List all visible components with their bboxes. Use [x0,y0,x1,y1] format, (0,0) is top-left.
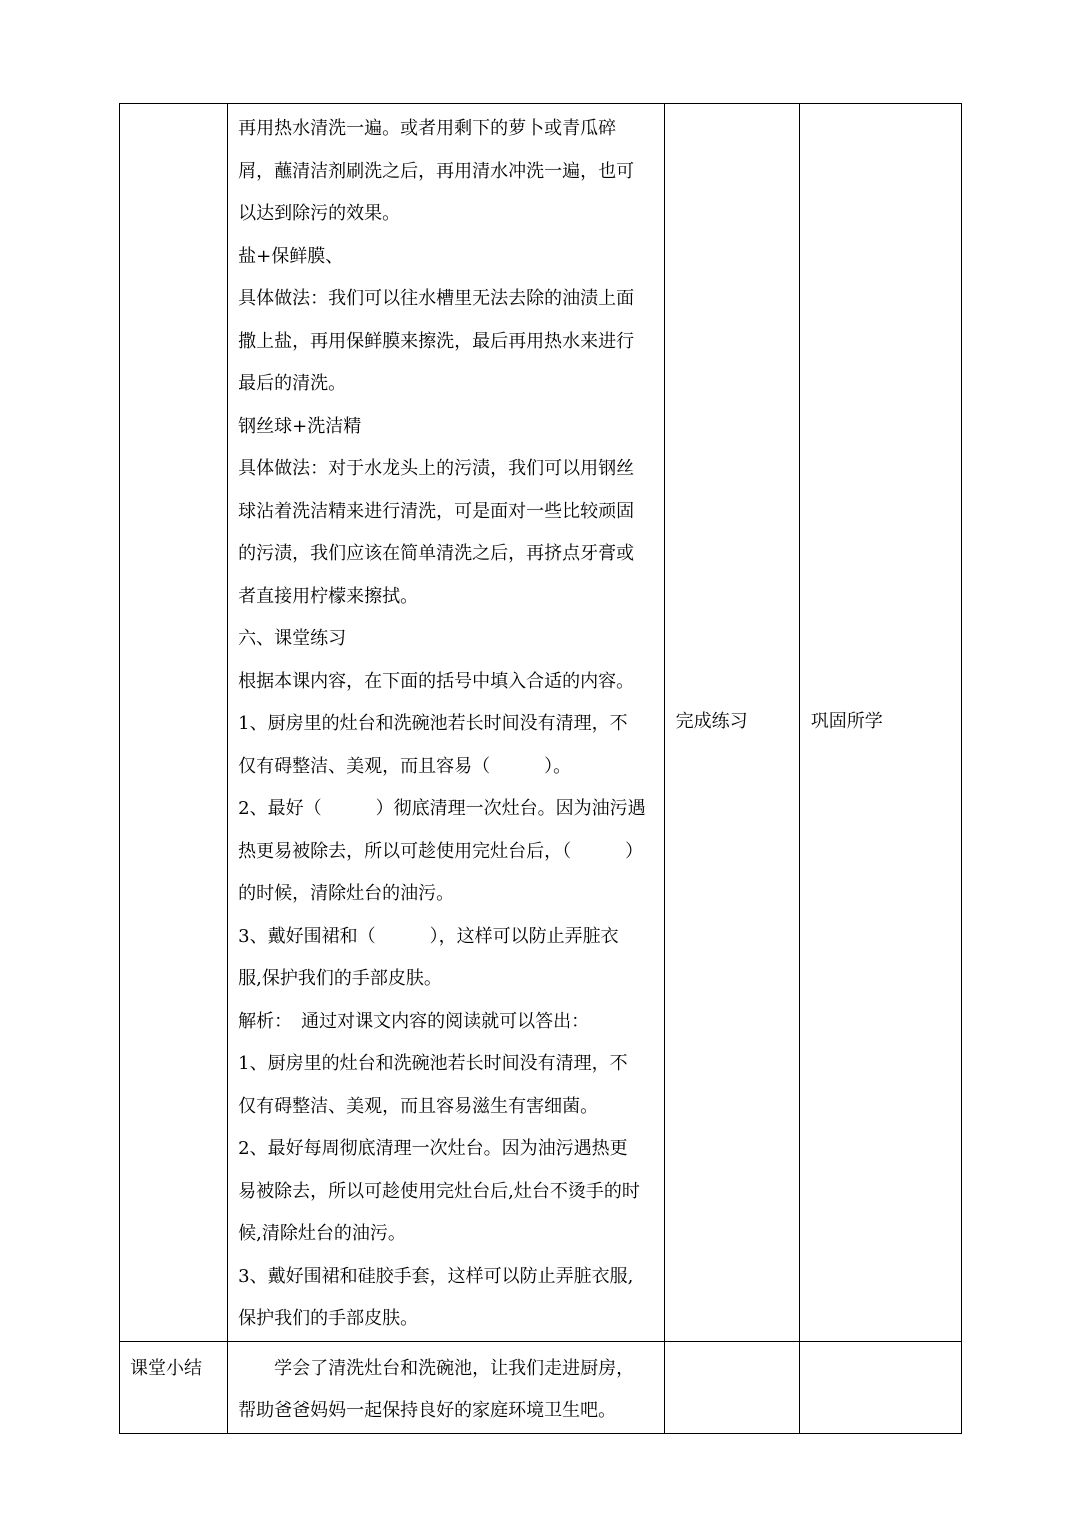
content-line: 具体做法：我们可以往水槽里无法去除的油渍上面 [238,288,635,309]
content-line: 盐+保鲜膜、 [238,245,344,267]
content-line: 再用热水清洗一遍。或者用剩下的萝卜或青瓜碎 [238,118,617,139]
summary-line: 帮助爸爸妈妈一起保持良好的家庭环境卫生吧。 [238,1400,617,1421]
student-activity-cell: 完成练习 [664,104,799,1342]
answer-line: 易被除去，所以可趁使用完灶台后,灶台不烫手的时 [238,1180,640,1202]
content-line: 以达到除污的效果。 [238,203,401,224]
lesson-plan-table [119,103,962,1434]
exercise-line: 服,保护我们的手部皮肤。 [238,968,442,989]
answer-line: 2、最好每周彻底清理一次灶台。因为油污遇热更 [238,1138,628,1159]
exercise-line: 的时候，清除灶台的油污。 [238,883,455,904]
teaching-content-cell [228,104,665,1342]
content-line: 根据本课内容，在下面的括号中填入合适的内容。 [238,670,635,692]
row-label-cell [120,104,228,1342]
exercise-line: 2、最好（ ）彻底清理一次灶台。因为油污遇 [238,798,646,819]
design-intent-cell: 巩固所学 [799,104,961,1342]
summary-line: 学会了清洗灶台和洗碗池，让我们走进厨房， [274,1357,635,1379]
summary-intent-cell [799,1341,961,1433]
content-line: 撒上盐，再用保鲜膜来擦洗，最后再用热水来进行 [238,330,635,352]
teaching-process-row [120,104,962,1342]
analysis-line: 解析： 通过对课文内容的阅读就可以答出： [238,1010,590,1032]
answer-line: 候,清除灶台的油污。 [238,1223,406,1244]
section-heading: 六、课堂练习 [238,628,347,649]
content-line: 的污渍，我们应该在简单清洗之后，再挤点牙膏或 [238,543,635,564]
answer-line: 3、戴好围裙和硅胶手套，这样可以防止弄脏衣服, [238,1265,634,1287]
summary-activity-cell [664,1341,799,1433]
summary-row [120,1341,962,1433]
exercise-line: 1、厨房里的灶台和洗碗池若长时间没有清理，不 [238,713,628,734]
answer-line: 保护我们的手部皮肤。 [238,1308,419,1329]
content-line: 者直接用柠檬来擦拭。 [238,585,419,607]
exercise-line: 仅有碍整洁、美观，而且容易（ ）。 [238,755,572,777]
exercise-line: 3、戴好围裙和（ ），这样可以防止弄脏衣 [238,925,619,947]
answer-line: 仅有碍整洁、美观，而且容易滋生有害细菌。 [238,1095,599,1117]
content-line: 球沾着洗洁精来进行清洗，可是面对一些比较顽固 [238,500,635,522]
content-line: 最后的清洗。 [238,373,347,394]
exercise-line: 热更易被除去，所以可趁使用完灶台后，（ ） [238,840,644,862]
summary-content-cell [228,1341,665,1433]
content-line: 屑，蘸清洁剂刷洗之后，再用清水冲洗一遍，也可 [238,160,635,182]
summary-label-cell: 课堂小结 [120,1341,228,1433]
content-line: 具体做法：对于水龙头上的污渍，我们可以用钢丝 [238,458,635,479]
answer-line: 1、厨房里的灶台和洗碗池若长时间没有清理，不 [238,1053,628,1074]
content-line: 钢丝球+洗洁精 [238,415,362,437]
